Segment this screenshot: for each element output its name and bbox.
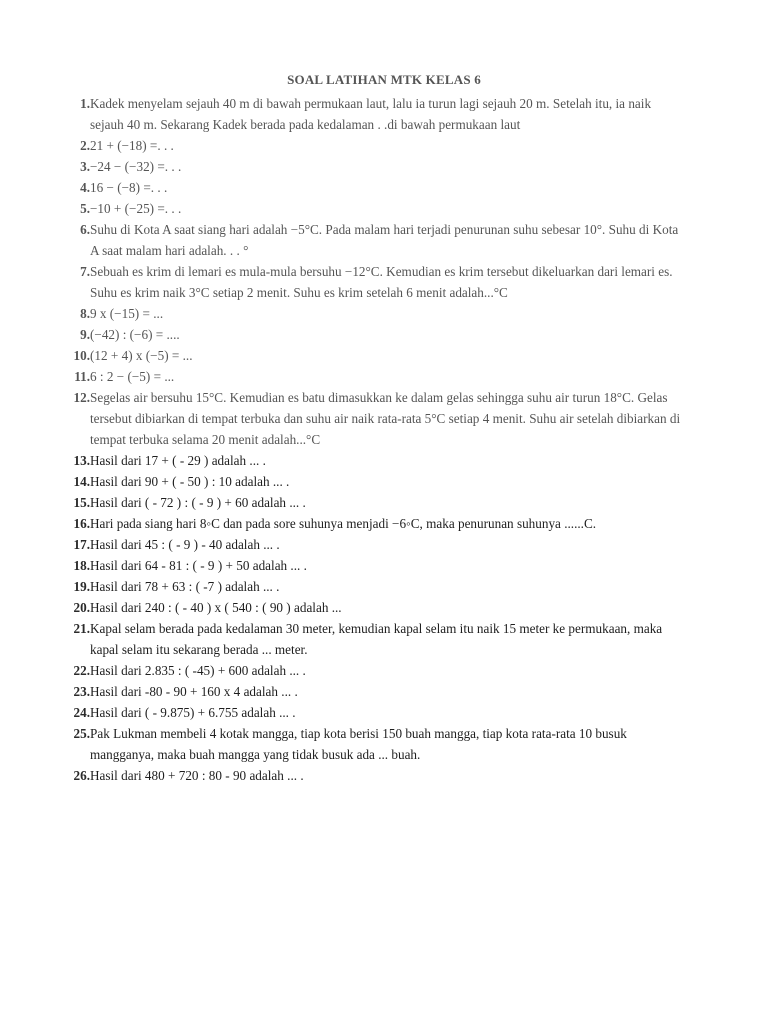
question-item [64, 765, 684, 786]
question-number: 25. [73, 726, 90, 741]
question-number: 8. [80, 306, 90, 321]
question-text: −10 + (−25) =. . . [90, 201, 182, 216]
question-item [64, 681, 684, 702]
question-number: 12. [73, 390, 90, 405]
question-number: 20. [73, 600, 90, 615]
question-text: Hasil dari 78 + 63 : ( -7 ) adalah ... . [90, 579, 280, 594]
question-item [64, 618, 684, 660]
question-text: Segelas air bersuhu 15°C. Kemudian es batu dimasukkan ke dalam gelas sehingga suhu air turun 18°C. Gelas tersebut dibiarkan di tempat terbuka dan suhu air naik rata-rata 5°C setiap 4 menit. Suhu air setelah dibiarkan di tempat terbuka selama 20 menit adalah...°C [90, 390, 681, 447]
question-text: Kadek menyelam sejauh 40 m di bawah permukaan laut, lalu ia turun lagi sejauh 20 m. Setelah itu, ia naik sejauh 40 m. Sekarang Kadek berada pada kedalaman . .di bawah permukaan laut [90, 96, 652, 132]
question-item [64, 198, 684, 219]
question-number: 11. [74, 369, 90, 384]
question-number: 17. [73, 537, 90, 552]
question-number: 4. [80, 180, 90, 195]
question-number: 5. [80, 201, 90, 216]
question-text: Hasil dari 2.835 : ( -45) + 600 adalah ... . [90, 663, 306, 678]
question-number: 13. [73, 453, 90, 468]
question-item [64, 534, 684, 555]
question-text: 21 + (−18) =. . . [90, 138, 174, 153]
question-text: −24 − (−32) =. . . [90, 159, 182, 174]
question-text: Hasil dari 480 + 720 : 80 - 90 adalah ... . [90, 768, 304, 783]
question-text: Hasil dari 90 + ( - 50 ) : 10 adalah ... . [90, 474, 290, 489]
question-item [64, 492, 684, 513]
question-text: 16 − (−8) =. . . [90, 180, 168, 195]
question-text: Hasil dari ( - 9.875) + 6.755 adalah ... . [90, 705, 296, 720]
question-text: Hasil dari -80 - 90 + 160 x 4 adalah ... . [90, 684, 298, 699]
question-item [64, 303, 684, 324]
question-item [64, 555, 684, 576]
question-text: Hasil dari ( - 72 ) : ( - 9 ) + 60 adalah ... . [90, 495, 306, 510]
question-text: Hasil dari 64 - 81 : ( - 9 ) + 50 adalah ... . [90, 558, 307, 573]
question-number: 7. [80, 264, 90, 279]
question-item [64, 576, 684, 597]
question-number: 2. [80, 138, 90, 153]
question-item [64, 471, 684, 492]
question-text: Hasil dari 17 + ( - 29 ) adalah ... . [90, 453, 266, 468]
question-text: 9 x (−15) = ... [90, 306, 164, 321]
question-text: Hasil dari 45 : ( - 9 ) - 40 adalah ... . [90, 537, 280, 552]
question-number: 16. [73, 516, 90, 531]
question-number: 3. [80, 159, 90, 174]
question-item [64, 345, 684, 366]
question-number: 14. [73, 474, 90, 489]
question-number: 15. [73, 495, 90, 510]
question-number: 24. [73, 705, 90, 720]
question-text: Sebuah es krim di lemari es mula-mula bersuhu −12°C. Kemudian es krim tersebut dikeluarkan dari lemari es. Suhu es krim naik 3°C setiap 2 menit. Suhu es krim setelah 6 menit adalah...°C [90, 264, 673, 300]
question-text: 6 : 2 − (−5) = ... [90, 369, 175, 384]
question-number: 23. [73, 684, 90, 699]
question-item [64, 387, 684, 450]
question-number: 21. [73, 621, 90, 636]
question-text: Pak Lukman membeli 4 kotak mangga, tiap kota berisi 150 buah mangga, tiap kota rata-rata 10 busuk mangganya, maka buah mangga yang tidak busuk ada ... buah. [90, 726, 627, 762]
question-number: 10. [73, 348, 90, 363]
question-list [64, 93, 684, 786]
question-item [64, 261, 684, 303]
question-item [64, 135, 684, 156]
question-number: 18. [73, 558, 90, 573]
question-item [64, 702, 684, 723]
question-number: 22. [73, 663, 90, 678]
question-text: Hasil dari 240 : ( - 40 ) x ( 540 : ( 90 ) adalah ... [90, 600, 342, 615]
page-title: SOAL LATIHAN MTK KELAS 6 [287, 72, 481, 87]
question-item [64, 660, 684, 681]
question-number: 1. [80, 96, 90, 111]
question-item [64, 450, 684, 471]
question-item [64, 513, 684, 534]
question-item [64, 597, 684, 618]
question-item [64, 366, 684, 387]
question-item [64, 324, 684, 345]
question-number: 9. [80, 327, 90, 342]
question-number: 26. [73, 768, 90, 783]
question-item [64, 93, 684, 135]
question-item [64, 156, 684, 177]
question-text: (12 + 4) x (−5) = ... [90, 348, 193, 363]
question-item [64, 219, 684, 261]
question-item [64, 177, 684, 198]
question-text: (−42) : (−6) = .... [90, 327, 180, 342]
question-text: Suhu di Kota A saat siang hari adalah −5°C. Pada malam hari terjadi penurunan suhu sebesar 10°. Suhu di Kota A saat malam hari adalah. . . ° [90, 222, 679, 258]
question-number: 19. [73, 579, 90, 594]
question-number: 6. [80, 222, 90, 237]
question-text: Kapal selam berada pada kedalaman 30 meter, kemudian kapal selam itu naik 15 meter ke permukaan, maka kapal selam itu sekarang berada ... meter. [90, 621, 663, 657]
question-text: Hari pada siang hari 8◦C dan pada sore suhunya menjadi −6◦C, maka penurunan suhunya ......C. [90, 516, 597, 531]
question-item [64, 723, 684, 765]
